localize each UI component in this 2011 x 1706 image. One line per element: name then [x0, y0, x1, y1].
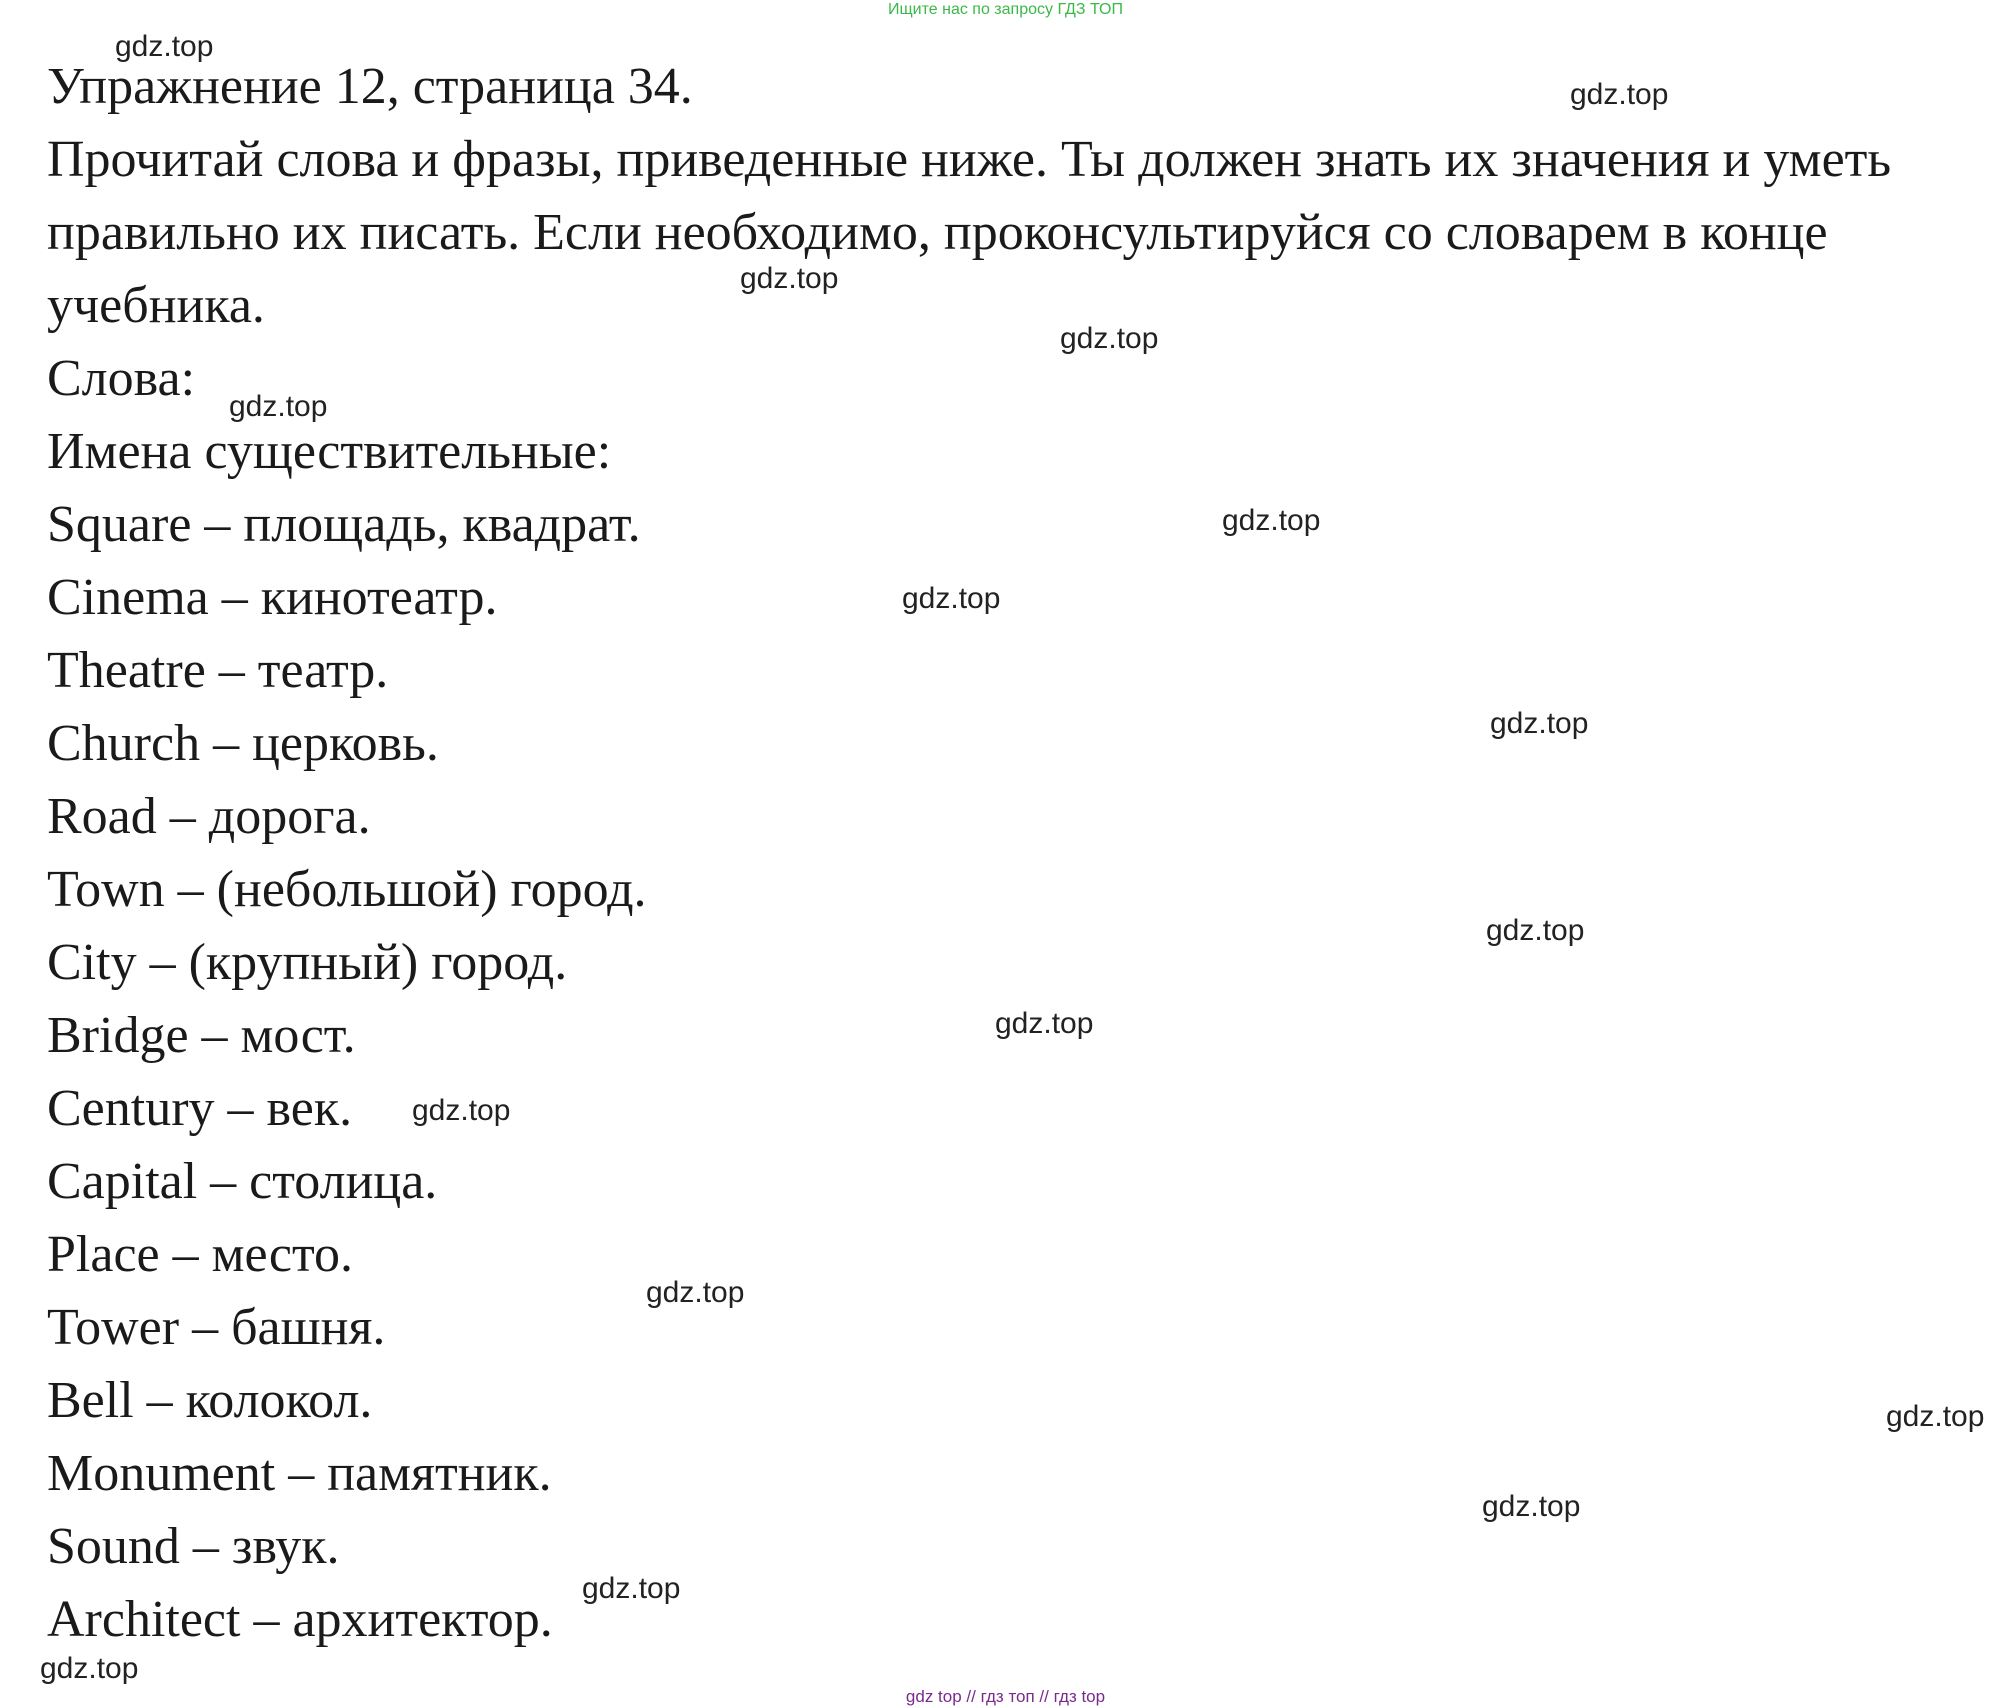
- watermark-text: gdz.top: [1490, 707, 1589, 740]
- watermark-text: gdz.top: [1486, 914, 1585, 947]
- noun-item-theatre: Theatre – театр.: [47, 642, 389, 699]
- watermark-text: gdz.top: [1886, 1400, 1985, 1433]
- noun-item-century: Century – век.: [47, 1080, 353, 1137]
- noun-item-cinema: Cinema – кинотеатр.: [47, 569, 498, 626]
- noun-item-place: Place – место.: [47, 1226, 354, 1283]
- watermark-text: gdz.top: [1222, 504, 1321, 537]
- noun-item-architect: Architect – архитектор.: [47, 1591, 553, 1648]
- exercise-instruction: Прочитай слова и фразы, приведенные ниже. Ты должен знать их значения и уметь правильно их писать. Если необходимо, проконсультируйся со словарем в конце учебника.: [47, 131, 1892, 334]
- top-banner-text: Ищите нас по запросу ГДЗ ТОП: [888, 1, 1123, 18]
- noun-item-town: Town – (небольшой) город.: [47, 861, 647, 918]
- noun-item-city: City – (крупный) город.: [47, 934, 568, 991]
- exercise-title: Упражнение 12, страница 34.: [47, 58, 693, 115]
- nouns-heading: Имена существительные:: [47, 423, 612, 480]
- watermark-text: gdz.top: [229, 390, 328, 423]
- noun-item-square: Square – площадь, квадрат.: [47, 496, 641, 553]
- watermark-text: gdz.top: [1060, 322, 1159, 355]
- noun-item-tower: Tower – башня.: [47, 1299, 386, 1356]
- watermark-text: gdz.top: [115, 30, 214, 63]
- watermark-text: gdz.top: [412, 1094, 511, 1127]
- noun-item-monument: Monument – памятник.: [47, 1445, 552, 1502]
- noun-item-capital: Capital – столица.: [47, 1153, 438, 1210]
- noun-item-road: Road – дорога.: [47, 788, 371, 845]
- watermark-text: gdz.top: [40, 1652, 139, 1685]
- exercise-content: [47, 50, 1997, 1656]
- watermark-text: gdz.top: [646, 1276, 745, 1309]
- watermark-text: gdz.top: [995, 1007, 1094, 1040]
- noun-item-sound: Sound – звук.: [47, 1518, 340, 1575]
- watermark-text: gdz.top: [1570, 78, 1669, 111]
- nouns-list: [47, 488, 1997, 1656]
- watermark-text: gdz.top: [740, 262, 839, 295]
- watermark-text: gdz.top: [582, 1572, 681, 1605]
- noun-item-church: Church – церковь.: [47, 715, 439, 772]
- watermark-text: gdz.top: [1482, 1490, 1581, 1523]
- words-heading: Слова:: [47, 350, 196, 407]
- noun-item-bridge: Bridge – мост.: [47, 1007, 356, 1064]
- noun-item-bell: Bell – колокол.: [47, 1372, 373, 1429]
- watermark-text: gdz.top: [902, 582, 1001, 615]
- footer-text: gdz top // гдз топ // гдз top: [905, 1687, 1106, 1706]
